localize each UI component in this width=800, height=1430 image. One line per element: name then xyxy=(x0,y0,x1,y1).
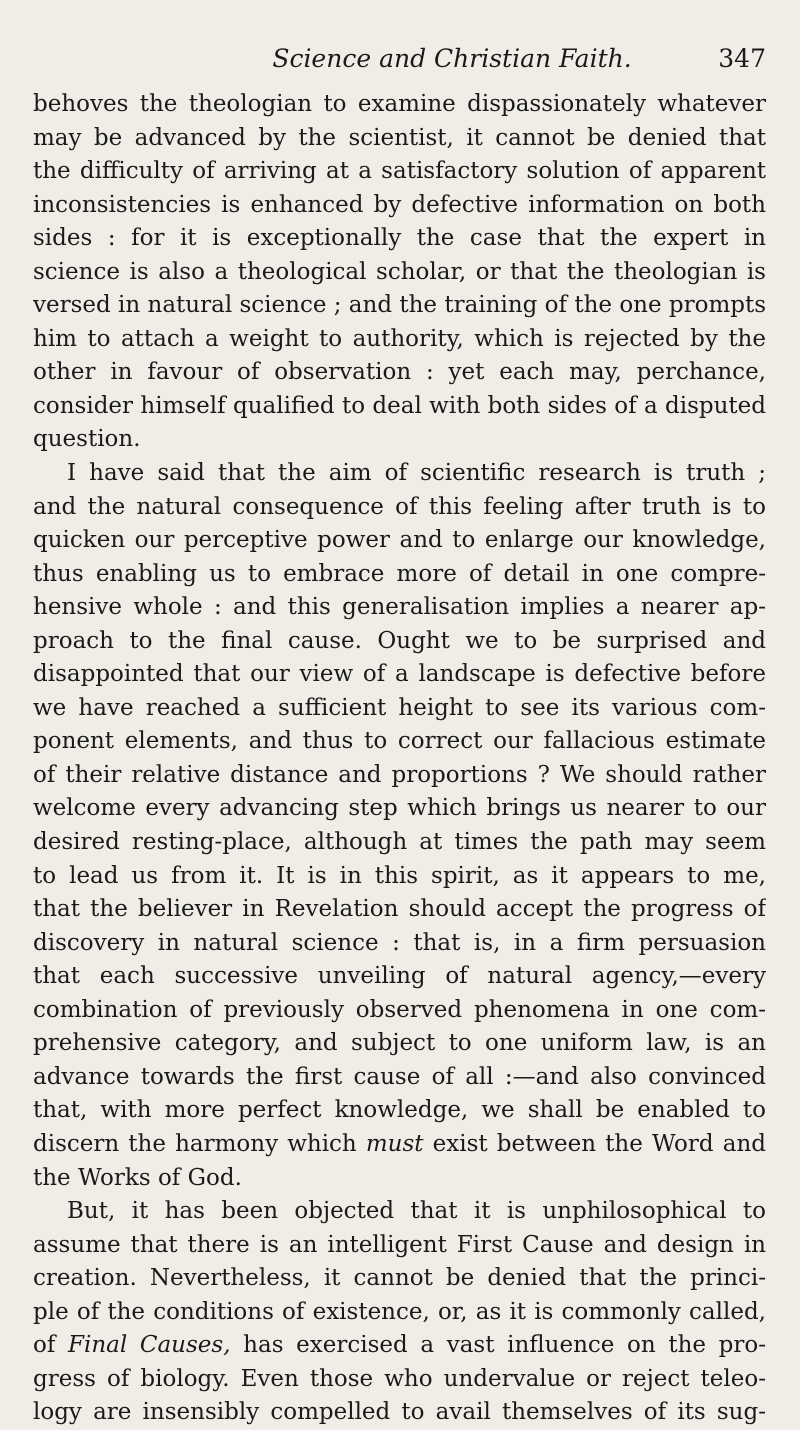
text-line: logy are insensibly compelled to avail themselves of its sug- xyxy=(33,1399,766,1426)
text-line: ple of the conditions of existence, or, as it is commonly called, xyxy=(33,1298,766,1325)
text-line: quicken our perceptive power and to enlarge our knowledge, xyxy=(33,527,766,554)
text-line: that the believer in Revelation should accept the progress of xyxy=(33,896,766,923)
text-line: versed in natural science ; and the training of the one prompts xyxy=(33,292,766,319)
text-line: gress of biology. Even those who undervalue or reject teleo- xyxy=(33,1365,766,1392)
text-line: thus enabling us to embrace more of detail in one compre- xyxy=(33,560,766,587)
text-line: disappointed that our view of a landscape is defective before xyxy=(33,661,766,688)
text-line: him to attach a weight to authority, which is rejected by the xyxy=(33,325,766,352)
text-line: advance towards the first cause of all :—and also convinced xyxy=(33,1063,766,1090)
text-line: we have reached a sufficient height to see its various com- xyxy=(33,694,766,721)
text-line xyxy=(33,1329,766,1363)
body-text xyxy=(33,88,766,1430)
text-line xyxy=(33,1128,766,1162)
text-line: may be advanced by the scientist, it cannot be denied that xyxy=(33,124,766,151)
text-line: behoves the theologian to examine dispassionately whatever xyxy=(33,91,766,117)
text-line: the difficulty of arriving at a satisfactory solution of apparent xyxy=(33,158,766,185)
text-line: sides : for it is exceptionally the case that the expert in xyxy=(33,225,766,252)
text-line: other in favour of observation : yet each may, perchance, xyxy=(33,359,766,386)
text-line: that each successive unveiling of natural agency,—every xyxy=(33,963,766,990)
text-line: and the natural consequence of this feeling after truth is to xyxy=(33,493,766,520)
italic-emphasis: Final Causes, xyxy=(68,1332,231,1359)
text-line: combination of previously observed phenomena in one com- xyxy=(33,996,766,1023)
text-line: the Works of God. xyxy=(33,1164,242,1191)
text-run: exist between the Word and xyxy=(423,1130,766,1157)
text-line: of their relative distance and proportions ? We should rather xyxy=(33,761,766,788)
text-line: inconsistencies is enhanced by defective information on both xyxy=(33,191,766,218)
text-line: question. xyxy=(33,426,141,453)
text-line: consider himself qualified to deal with both sides of a disputed xyxy=(33,392,766,419)
text-run: discern the harmony which xyxy=(33,1130,366,1157)
text-line: that, with more perfect knowledge, we shall be enabled to xyxy=(33,1097,766,1124)
text-line: discovery in natural science : that is, in a firm persuasion xyxy=(33,929,766,956)
text-line: welcome every advancing step which brings us nearer to our xyxy=(33,795,766,822)
text-line: to lead us from it. It is in this spirit, as it appears to me, xyxy=(33,862,766,889)
italic-emphasis: must xyxy=(365,1130,424,1157)
text-line: ponent elements, and thus to correct our fallacious estimate xyxy=(33,728,766,755)
text-line: creation. Nevertheless, it cannot be denied that the princi- xyxy=(33,1265,766,1292)
text-line: hensive whole : and this generalisation implies a nearer ap- xyxy=(33,594,766,621)
text-line: I have said that the aim of scientific research is truth ; xyxy=(67,460,766,487)
text-line: desired resting-place, although at times the path may seem xyxy=(33,829,766,856)
text-run: has exercised a vast influence on the pro- xyxy=(230,1332,766,1359)
page-number: 347 xyxy=(718,44,766,73)
text-line: science is also a theological scholar, or that the theologian is xyxy=(33,258,766,285)
text-run: of xyxy=(33,1332,69,1359)
running-head: Science and Christian Faith. xyxy=(272,44,632,73)
text-line: assume that there is an intelligent First Cause and design in xyxy=(33,1231,766,1258)
text-line: prehensive category, and subject to one uniform law, is an xyxy=(33,1030,766,1057)
text-line: But, it has been objected that it is unphilosophical to xyxy=(67,1198,766,1225)
text-line: proach to the final cause. Ought we to be surprised and xyxy=(33,627,766,654)
